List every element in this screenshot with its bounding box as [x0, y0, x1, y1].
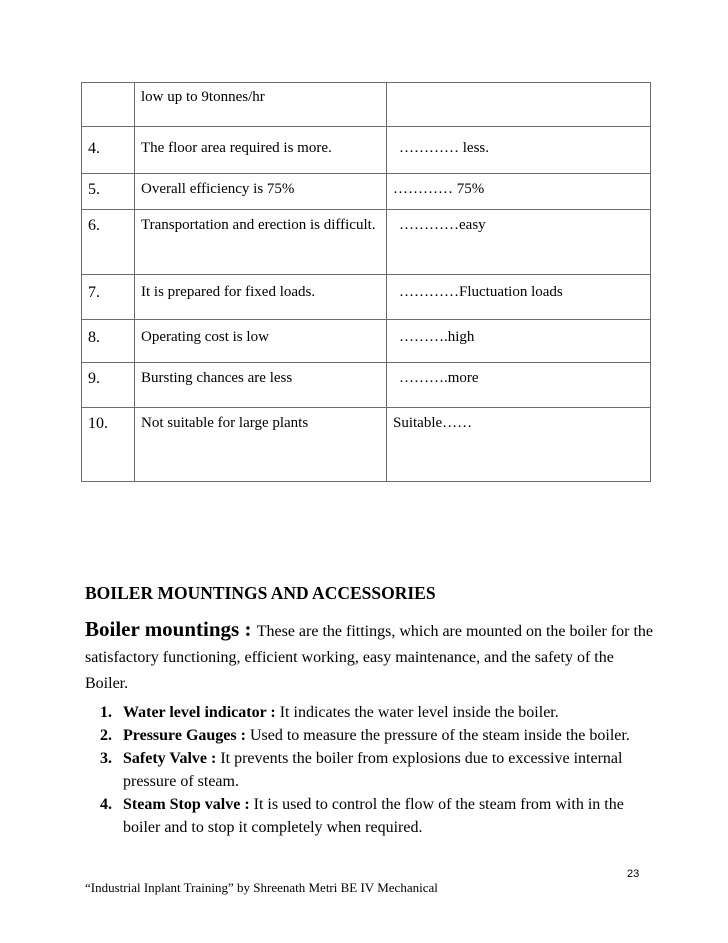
- intro-paragraph: [85, 616, 655, 697]
- table-row: [82, 275, 651, 320]
- row-right-cell: ………… less.: [387, 127, 651, 174]
- table-row: [82, 83, 651, 127]
- comparison-table: [81, 82, 651, 482]
- row-left-cell: Not suitable for large plants: [135, 408, 387, 482]
- row-right-cell: ………… 75%: [387, 174, 651, 210]
- item-number: 2.: [100, 727, 112, 744]
- section-title: BOILER MOUNTINGS AND ACCESSORIES: [85, 583, 436, 603]
- row-left-cell: Transportation and erection is difficult.: [135, 210, 387, 275]
- row-number: 6.: [82, 210, 135, 275]
- table-row: [82, 210, 651, 275]
- row-number: 9.: [82, 363, 135, 408]
- row-left-cell: Bursting chances are less: [135, 363, 387, 408]
- list-item: [97, 701, 637, 724]
- row-number: 5.: [82, 174, 135, 210]
- page-number: 23: [627, 868, 640, 880]
- row-left-cell: low up to 9tonnes/hr: [135, 83, 387, 127]
- item-number: 4.: [100, 796, 112, 813]
- row-number: 4.: [82, 127, 135, 174]
- row-number: 7.: [82, 275, 135, 320]
- row-left-cell: Operating cost is low: [135, 320, 387, 363]
- row-number: 10.: [82, 408, 135, 482]
- item-term: Water level indicator :: [123, 704, 280, 721]
- row-number: 8.: [82, 320, 135, 363]
- list-item: [97, 724, 637, 747]
- item-number: 3.: [100, 750, 112, 767]
- table-row: [82, 363, 651, 408]
- row-right-cell: [387, 83, 651, 127]
- row-right-cell: …………Fluctuation loads: [387, 275, 651, 320]
- table-row: [82, 127, 651, 174]
- page-footer: “Industrial Inplant Training” by Shreenath Metri BE IV Mechanical: [85, 880, 438, 895]
- item-term: Safety Valve :: [123, 750, 221, 767]
- intro-lead: Boiler mountings :: [85, 617, 257, 641]
- item-text: It prevents the boiler from explosions due to excessive internal pressure of steam.: [123, 750, 623, 790]
- row-right-cell: ……….more: [387, 363, 651, 408]
- item-text: It indicates the water level inside the boiler.: [279, 704, 559, 721]
- row-left-cell: It is prepared for fixed loads.: [135, 275, 387, 320]
- list-item: [97, 747, 637, 793]
- item-term: Steam Stop valve :: [123, 796, 254, 813]
- item-text: Used to measure the pressure of the steam inside the boiler.: [249, 727, 630, 744]
- list-item: [97, 793, 637, 839]
- row-number: [82, 83, 135, 127]
- table-row: [82, 408, 651, 482]
- row-right-cell: ……….high: [387, 320, 651, 363]
- intro-text: These are the fittings, which are mounted on the boiler for the satisfactory functioning, efficient working, easy maintenance, and the safety of the Boiler.: [85, 623, 654, 692]
- row-left-cell: Overall efficiency is 75%: [135, 174, 387, 210]
- table-row: [82, 174, 651, 210]
- item-term: Pressure Gauges :: [123, 727, 250, 744]
- row-right-cell: Suitable……: [387, 408, 651, 482]
- item-number: 1.: [100, 704, 112, 721]
- item-text: It is used to control the flow of the steam from with in the boiler and to stop it completely when required.: [123, 796, 624, 836]
- table-row: [82, 320, 651, 363]
- row-right-cell: …………easy: [387, 210, 651, 275]
- mountings-list: [97, 701, 637, 839]
- row-left-cell: The floor area required is more.: [135, 127, 387, 174]
